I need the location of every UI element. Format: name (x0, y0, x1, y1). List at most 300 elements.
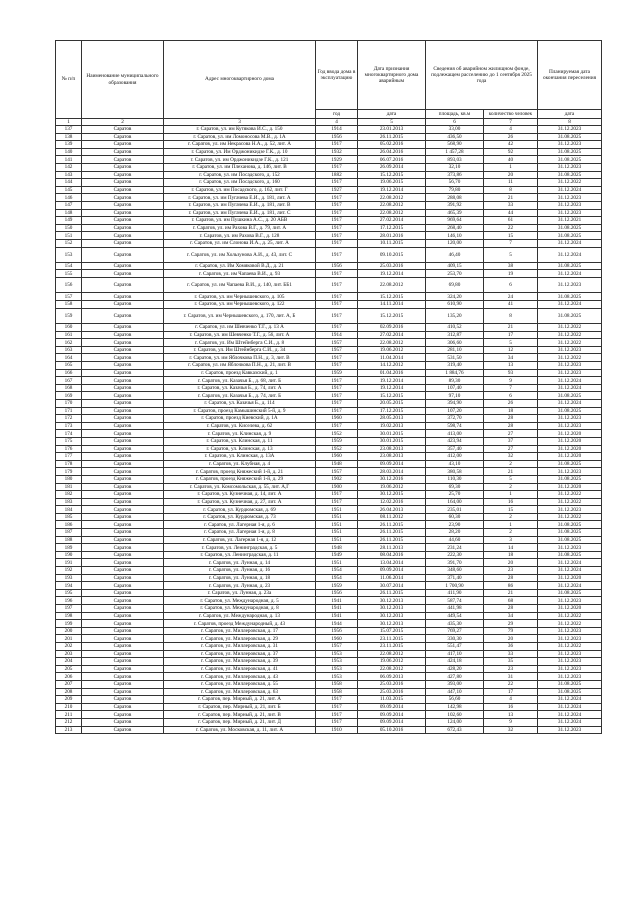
planned-date-cell: 31.12.2023 (538, 658, 602, 666)
planned-date-cell: 31.08.2025 (538, 460, 602, 468)
area-cell: 435,30 (426, 620, 484, 628)
municipality-cell: Саратов (82, 301, 164, 309)
row-number: 170 (56, 399, 82, 407)
area-cell: 610,90 (426, 301, 484, 309)
recognition-date-cell: 26.11.2015 (358, 521, 426, 529)
municipality-cell: Саратов (82, 148, 164, 156)
year-cell: 1917 (316, 247, 358, 262)
people-cell: 14 (484, 544, 538, 552)
row-number: 145 (56, 186, 82, 194)
year-cell: 1917 (316, 711, 358, 719)
planned-date-cell: 31.08.2025 (538, 224, 602, 232)
row-number: 159 (56, 308, 82, 323)
header-address: Адрес многоквартирного дома (164, 41, 316, 119)
year-cell: 1917 (316, 209, 358, 217)
people-cell: 6 (484, 278, 538, 293)
planned-date-cell: 31.12.2023 (538, 141, 602, 149)
row-number: 185 (56, 513, 82, 521)
row-number: 207 (56, 680, 82, 688)
planned-date-cell: 31.12.2024 (538, 567, 602, 575)
municipality-cell: Саратов (82, 133, 164, 141)
address-cell: г. Саратов, ул. Им Хомяковой В.Д., д. 21 (164, 262, 316, 270)
planned-date-cell: 31.12.2023 (538, 126, 602, 134)
subheader-date: дата (358, 110, 426, 119)
planned-date-cell: 31.12.2023 (538, 346, 602, 354)
year-cell: 1957 (316, 642, 358, 650)
area-cell: 531,50 (426, 354, 484, 362)
recognition-date-cell: 23.11.2015 (358, 635, 426, 643)
area-cell: 411,90 (426, 589, 484, 597)
people-cell: 15 (484, 232, 538, 240)
address-cell: г. Саратов, ул. Клинская, д. 9 (164, 430, 316, 438)
people-cell: 32 (484, 726, 538, 734)
municipality-cell: Саратов (82, 475, 164, 483)
municipality-cell: Саратов (82, 422, 164, 430)
year-cell: 1932 (316, 148, 358, 156)
row-number: 153 (56, 247, 82, 262)
table-row (56, 521, 602, 529)
year-cell: 1957 (316, 468, 358, 476)
recognition-date-cell: 23.08.2013 (358, 453, 426, 461)
row-number: 142 (56, 163, 82, 171)
table-row (56, 460, 602, 468)
recognition-date-cell: 26.11.2015 (358, 536, 426, 544)
table-row (56, 491, 602, 499)
row-number: 146 (56, 194, 82, 202)
address-cell: г. Саратов, ул. Ленинградская, д. 11 (164, 551, 316, 559)
planned-date-cell: 31.08.2025 (538, 293, 602, 301)
people-cell: 2 (484, 529, 538, 537)
people-cell: 22 (484, 224, 538, 232)
planned-date-cell: 31.08.2025 (538, 521, 602, 529)
table-row (56, 201, 602, 209)
planned-date-cell: 31.12.2024 (538, 696, 602, 704)
area-cell: 428,20 (426, 665, 484, 673)
recognition-date-cell: 30.12.2013 (358, 620, 426, 628)
row-number: 191 (56, 559, 82, 567)
row-number: 143 (56, 171, 82, 179)
year-cell: 1959 (316, 582, 358, 590)
address-cell: г. Саратов, ул. им Шевченко Т.Г., д. 13 А (164, 324, 316, 332)
row-number: 148 (56, 209, 82, 217)
people-cell: 32 (484, 453, 538, 461)
planned-date-cell: 31.08.2025 (538, 475, 602, 483)
people-cell: 1 (484, 521, 538, 529)
recognition-date-cell: 27.02.2014 (358, 331, 426, 339)
table-row (56, 194, 602, 202)
address-cell: г. Саратов, ул. Миллеровская, д. 37 (164, 650, 316, 658)
municipality-cell: Саратов (82, 642, 164, 650)
address-cell: г. Саратов, ул. им Рахова В.Г., д. 128 (164, 232, 316, 240)
row-number: 199 (56, 620, 82, 628)
municipality-cell: Саратов (82, 726, 164, 734)
recognition-date-cell: 30.12.2013 (358, 612, 426, 620)
area-cell: 319,40 (426, 362, 484, 370)
emergency-housing-table (55, 40, 602, 734)
row-number: 184 (56, 506, 82, 514)
table-row (56, 582, 602, 590)
recognition-date-cell: 19.06.2012 (358, 346, 426, 354)
planned-date-cell: 31.08.2025 (538, 529, 602, 537)
planned-date-cell: 31.12.2023 (538, 194, 602, 202)
municipality-cell: Саратов (82, 399, 164, 407)
area-cell: 412,00 (426, 453, 484, 461)
table-row (56, 293, 602, 301)
year-cell: 1917 (316, 491, 358, 499)
year-cell: 1956 (316, 262, 358, 270)
address-cell: г. Саратов, ул. Клубная, д. 4 (164, 460, 316, 468)
municipality-cell: Саратов (82, 718, 164, 726)
municipality-cell: Саратов (82, 239, 164, 247)
planned-date-cell: 31.12.2022 (538, 339, 602, 347)
people-cell: 38 (484, 262, 538, 270)
planned-date-cell: 31.12.2020 (538, 445, 602, 453)
area-cell: 281,10 (426, 346, 484, 354)
row-number: 161 (56, 331, 82, 339)
address-cell: г. Саратов, ул. им Чапаева В.И., д. 93 (164, 270, 316, 278)
people-cell: 24 (484, 293, 538, 301)
address-cell: г. Саратов, ул. Международная, д. 5 (164, 597, 316, 605)
table-row (56, 445, 602, 453)
recognition-date-cell: 06.07.2016 (358, 156, 426, 164)
table-row (56, 665, 602, 673)
row-number: 138 (56, 133, 82, 141)
row-number: 197 (56, 605, 82, 613)
row-number: 193 (56, 574, 82, 582)
row-number: 173 (56, 422, 82, 430)
area-cell: 89,30 (426, 377, 484, 385)
address-cell: г. Саратов, ул. Ленинградская, д. 5 (164, 544, 316, 552)
municipality-cell: Саратов (82, 141, 164, 149)
row-number: 202 (56, 642, 82, 650)
municipality-cell: Саратов (82, 460, 164, 468)
municipality-cell: Саратов (82, 346, 164, 354)
people-cell: 26 (484, 133, 538, 141)
row-number: 147 (56, 201, 82, 209)
year-cell: 1917 (316, 422, 358, 430)
municipality-cell: Саратов (82, 437, 164, 445)
people-cell: 9 (484, 377, 538, 385)
municipality-cell: Саратов (82, 362, 164, 370)
recognition-date-cell: 25.03.2016 (358, 680, 426, 688)
planned-date-cell: 31.12.2023 (538, 468, 602, 476)
area-cell: 893,03 (426, 156, 484, 164)
row-number: 151 (56, 232, 82, 240)
address-cell: г. Саратов, ул. Миллеровская, д. 39 (164, 658, 316, 666)
address-cell: г. Саратов, ул. Миллеровская, д. 43 (164, 673, 316, 681)
address-cell: г. Саратов, ул. им Чернышевского, д. 170, лит. А, Б (164, 308, 316, 323)
row-number: 182 (56, 491, 82, 499)
row-number: 176 (56, 445, 82, 453)
recognition-date-cell: 27.02.2014 (358, 217, 426, 225)
row-number: 163 (56, 346, 82, 354)
header-municipality: Наименование муниципального образования (82, 41, 164, 119)
row-number: 192 (56, 567, 82, 575)
municipality-cell: Саратов (82, 194, 164, 202)
people-cell: 21 (484, 589, 538, 597)
planned-date-cell: 31.12.2022 (538, 331, 602, 339)
municipality-cell: Саратов (82, 308, 164, 323)
year-cell: 1951 (316, 506, 358, 514)
table-row (56, 415, 602, 423)
table-row (56, 362, 602, 370)
planned-date-cell: 31.12.2024 (538, 186, 602, 194)
address-cell: г. Саратов, ул. Миллеровская, д. 31 (164, 642, 316, 650)
area-cell: 56,70 (426, 179, 484, 187)
people-cell: 16 (484, 703, 538, 711)
header-no: № п/п (56, 41, 82, 119)
people-cell: 28 (484, 422, 538, 430)
area-cell: 391,92 (426, 201, 484, 209)
recognition-date-cell: 23.11.2015 (358, 642, 426, 650)
table-row (56, 156, 602, 164)
area-cell: 423,94 (426, 437, 484, 445)
planned-date-cell: 31.12.2023 (538, 278, 602, 293)
year-cell: 1917 (316, 308, 358, 323)
area-cell: 110,30 (426, 475, 484, 483)
municipality-cell: Саратов (82, 567, 164, 575)
municipality-cell: Саратов (82, 597, 164, 605)
planned-date-cell: 31.08.2025 (538, 551, 602, 559)
row-number: 172 (56, 415, 82, 423)
table-row (56, 171, 602, 179)
address-cell: г. Саратов, ул. Казачья Б., д. 74, лит. Б (164, 392, 316, 400)
area-cell: 97,10 (426, 392, 484, 400)
municipality-cell: Саратов (82, 574, 164, 582)
table-row (56, 422, 602, 430)
address-cell: г. Саратов, ул. им Чернышевского, д. 105 (164, 293, 316, 301)
address-cell: г. Саратов, ул. им Шевченко Т.Г., д. 56, лит. А (164, 331, 316, 339)
people-cell: 34 (484, 354, 538, 362)
municipality-cell: Саратов (82, 179, 164, 187)
municipality-cell: Саратов (82, 430, 164, 438)
row-number: 154 (56, 262, 82, 270)
planned-date-cell: 31.12.2024 (538, 301, 602, 309)
table-row (56, 339, 602, 347)
people-cell: 42 (484, 141, 538, 149)
area-cell: 69,80 (426, 278, 484, 293)
municipality-cell: Саратов (82, 270, 164, 278)
year-cell: 1927 (316, 186, 358, 194)
municipality-cell: Саратов (82, 696, 164, 704)
table-row (56, 377, 602, 385)
area-cell: 357,40 (426, 445, 484, 453)
table-row (56, 483, 602, 491)
area-cell: 33,00 (426, 126, 484, 134)
row-number: 198 (56, 612, 82, 620)
table-row (56, 627, 602, 635)
area-cell: 409,15 (426, 262, 484, 270)
recognition-date-cell: 19.12.2014 (358, 270, 426, 278)
address-cell: г. Саратов, ул. Международная, д. 13 (164, 612, 316, 620)
column-number: 7 (484, 119, 538, 126)
row-number: 152 (56, 239, 82, 247)
address-cell: г. Саратов, ул. Миллеровская, д. 17 (164, 627, 316, 635)
people-cell: 18 (484, 407, 538, 415)
year-cell: 1954 (316, 574, 358, 582)
table-row (56, 559, 602, 567)
municipality-cell: Саратов (82, 680, 164, 688)
people-cell: 12 (484, 346, 538, 354)
municipality-cell: Саратов (82, 262, 164, 270)
table-row (56, 354, 602, 362)
municipality-cell: Саратов (82, 658, 164, 666)
people-cell: 19 (484, 270, 538, 278)
planned-date-cell: 31.12.2022 (538, 513, 602, 521)
people-cell: 93 (484, 369, 538, 377)
table-row (56, 141, 602, 149)
row-number: 181 (56, 483, 82, 491)
recognition-date-cell: 26.11.2015 (358, 589, 426, 597)
recognition-date-cell: 15.12.2015 (358, 308, 426, 323)
planned-date-cell: 31.12.2022 (538, 642, 602, 650)
row-number: 188 (56, 536, 82, 544)
address-cell: г. Саратов, ул. им Рахова В.Г., д. 79, лит. А (164, 224, 316, 232)
table-row (56, 597, 602, 605)
planned-date-cell: 31.12.2020 (538, 430, 602, 438)
recognition-date-cell: 30.12.2013 (358, 597, 426, 605)
year-cell: 1953 (316, 673, 358, 681)
table-row (56, 308, 602, 323)
recognition-date-cell: 28.05.2013 (358, 415, 426, 423)
address-cell: г. Саратов, ул. Миллеровская, д. 41 (164, 665, 316, 673)
municipality-cell: Саратов (82, 224, 164, 232)
municipality-cell: Саратов (82, 209, 164, 217)
year-cell: 1960 (316, 635, 358, 643)
recognition-date-cell: 10.11.2015 (358, 239, 426, 247)
year-cell: 1957 (316, 346, 358, 354)
year-cell: 1917 (316, 194, 358, 202)
area-cell: 23,90 (426, 521, 484, 529)
area-cell: 79,80 (426, 186, 484, 194)
table-row (56, 407, 602, 415)
row-number: 166 (56, 369, 82, 377)
address-cell: г. Саратов, проезд Камышинский 5-й, д. 9 (164, 407, 316, 415)
planned-date-cell: 31.08.2025 (538, 133, 602, 141)
municipality-cell: Саратов (82, 468, 164, 476)
table-row (56, 506, 602, 514)
planned-date-cell: 31.12.2024 (538, 247, 602, 262)
address-cell: г. Саратов, ул. Лунная, д. 23а (164, 589, 316, 597)
table-row (56, 331, 602, 339)
area-cell: 373,86 (426, 171, 484, 179)
recognition-date-cell: 30.12.2016 (358, 475, 426, 483)
recognition-date-cell: 30.12.2013 (358, 605, 426, 613)
year-cell: 1917 (316, 377, 358, 385)
municipality-cell: Саратов (82, 544, 164, 552)
address-cell: г. Саратов, ул. им Посадского, д. 152 (164, 171, 316, 179)
area-cell: 441,98 (426, 605, 484, 613)
area-cell: 231,24 (426, 544, 484, 552)
recognition-date-cell: 19.12.2014 (358, 377, 426, 385)
address-cell: г. Саратов, ул. Киселева, д. 62 (164, 422, 316, 430)
year-cell: 1917 (316, 217, 358, 225)
table-row (56, 680, 602, 688)
people-cell: 41 (484, 301, 538, 309)
table-row (56, 437, 602, 445)
recognition-date-cell: 22.08.2012 (358, 339, 426, 347)
recognition-date-cell: 06.09.2013 (358, 673, 426, 681)
people-cell: 20 (484, 171, 538, 179)
area-cell: 44,60 (426, 536, 484, 544)
area-cell: 124,00 (426, 718, 484, 726)
recognition-date-cell: 17.12.2015 (358, 407, 426, 415)
recognition-date-cell: 09.10.2015 (358, 247, 426, 262)
people-cell: 4 (484, 696, 538, 704)
column-number: 2 (82, 119, 164, 126)
year-cell: 1914 (316, 126, 358, 134)
row-number: 137 (56, 126, 82, 134)
planned-date-cell: 31.12.2020 (538, 453, 602, 461)
municipality-cell: Саратов (82, 688, 164, 696)
area-cell: 107,20 (426, 407, 484, 415)
table-row (56, 703, 602, 711)
area-cell: 394,90 (426, 399, 484, 407)
people-cell: 5 (484, 339, 538, 347)
address-cell: г. Саратов, проезд Кавказский, д. 1 (164, 369, 316, 377)
recognition-date-cell: 22.08.2012 (358, 278, 426, 293)
area-cell: 46,40 (426, 247, 484, 262)
recognition-date-cell: 05.10.2016 (358, 726, 426, 734)
people-cell: 7 (484, 239, 538, 247)
table-row (56, 453, 602, 461)
municipality-cell: Саратов (82, 529, 164, 537)
people-cell: 28 (484, 605, 538, 613)
planned-date-cell: 31.12.2023 (538, 544, 602, 552)
year-cell: 1917 (316, 407, 358, 415)
row-number: 206 (56, 673, 82, 681)
row-number: 180 (56, 475, 82, 483)
planned-date-cell: 31.12.2024 (538, 377, 602, 385)
address-cell: г. Саратов, ул. Клинская, д. 13А (164, 453, 316, 461)
row-number: 165 (56, 362, 82, 370)
recognition-date-cell: 09.09.2014 (358, 718, 426, 726)
address-cell: г. Саратов, ул. им Пушкина А.С., д. 20 АБВ (164, 217, 316, 225)
table-row (56, 179, 602, 187)
planned-date-cell: 31.08.2025 (538, 392, 602, 400)
municipality-cell: Саратов (82, 445, 164, 453)
planned-date-cell: 31.08.2025 (538, 407, 602, 415)
year-cell: 1959 (316, 437, 358, 445)
year-cell: 1900 (316, 483, 358, 491)
table-row (56, 346, 602, 354)
row-number: 194 (56, 582, 82, 590)
year-cell: 1953 (316, 658, 358, 666)
area-cell: 568,90 (426, 141, 484, 149)
row-number: 155 (56, 270, 82, 278)
area-cell: 424,18 (426, 658, 484, 666)
row-number: 169 (56, 392, 82, 400)
planned-date-cell: 31.12.2024 (538, 718, 602, 726)
row-number: 200 (56, 627, 82, 635)
year-cell: 1956 (316, 133, 358, 141)
area-cell: 598,74 (426, 422, 484, 430)
people-cell: 2 (484, 460, 538, 468)
municipality-cell: Саратов (82, 339, 164, 347)
people-cell: 8 (484, 186, 538, 194)
planned-date-cell: 31.12.2023 (538, 362, 602, 370)
area-cell: 107,40 (426, 384, 484, 392)
people-cell: 8 (484, 308, 538, 323)
people-cell: 9 (484, 718, 538, 726)
people-cell: 23 (484, 665, 538, 673)
planned-date-cell: 31.08.2025 (538, 680, 602, 688)
address-cell: г. Саратов, ул. им Хользунова А.И., д. 43, лит. С (164, 247, 316, 262)
column-number: 3 (164, 119, 316, 126)
area-cell: 222,30 (426, 551, 484, 559)
people-cell: 1 (484, 491, 538, 499)
year-cell: 1941 (316, 612, 358, 620)
